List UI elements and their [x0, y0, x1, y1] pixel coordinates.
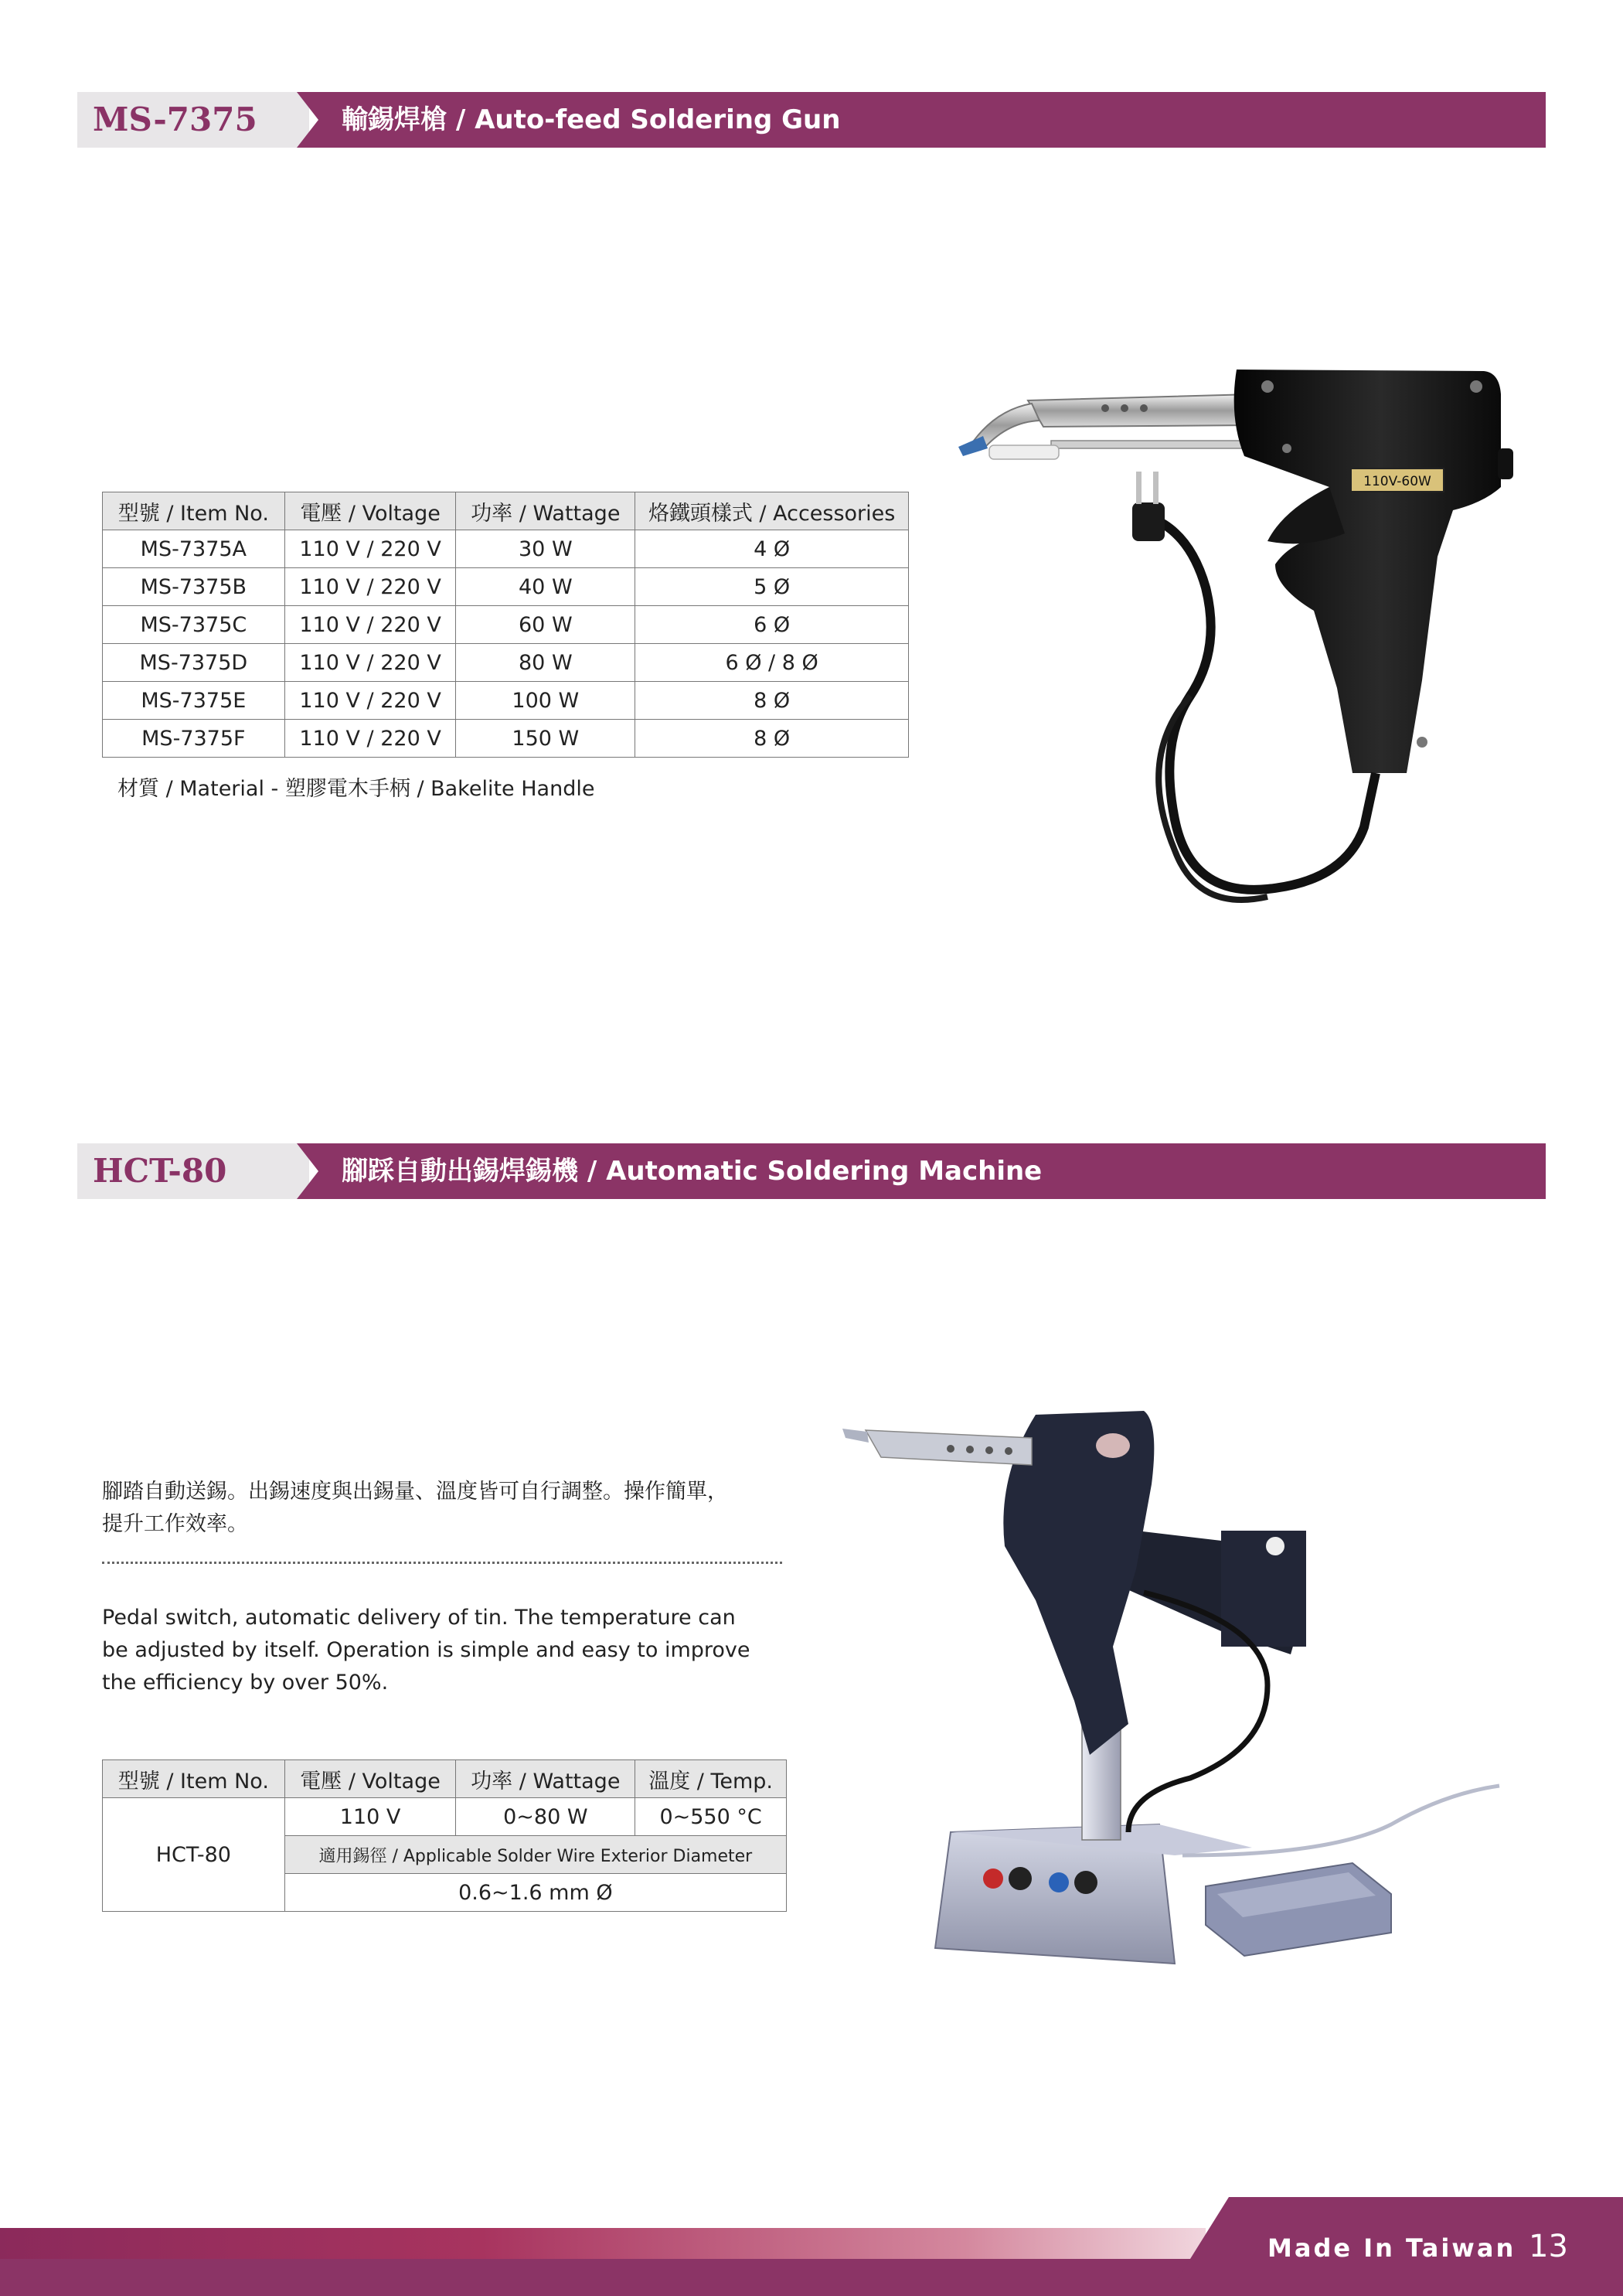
description-en	[102, 1602, 750, 1699]
cell-voltage: 110 V / 220 V	[284, 606, 456, 644]
cell-wattage: 60 W	[456, 606, 635, 644]
cell-solder-wire-header: 適用錫徑 / Applicable Solder Wire Exterior Diameter	[284, 1836, 786, 1874]
cell-wattage: 80 W	[456, 644, 635, 682]
footer-stripe	[0, 2228, 1206, 2259]
cell-wattage: 0~80 W	[456, 1798, 635, 1836]
section-header-hct80	[77, 1143, 1546, 1199]
soldering-machine-image	[835, 1392, 1515, 1995]
cell-wattage: 100 W	[456, 682, 635, 720]
table-header-row	[103, 492, 909, 530]
table-row	[103, 530, 909, 568]
col-wattage: 功率 / Wattage	[456, 1760, 635, 1798]
description-en-line: the efficiency by over 50%.	[102, 1671, 389, 1695]
cell-voltage: 110 V	[284, 1798, 456, 1836]
model-code: MS-7375	[93, 100, 257, 138]
cell-accessories: 6 Ø	[635, 606, 909, 644]
cell-accessories: 6 Ø / 8 Ø	[635, 644, 909, 682]
cell-voltage: 110 V / 220 V	[284, 568, 456, 606]
page-number: 13	[1529, 2229, 1568, 2264]
cell-item-no: MS-7375E	[103, 682, 285, 720]
dotted-divider	[102, 1562, 782, 1564]
spec-table-ms7375	[102, 492, 909, 758]
cell-solder-wire-value: 0.6~1.6 mm Ø	[284, 1874, 786, 1912]
table-row	[103, 720, 909, 758]
cell-item-no: MS-7375B	[103, 568, 285, 606]
table-row	[103, 644, 909, 682]
table-row	[103, 682, 909, 720]
col-item-no: 型號 / Item No.	[103, 492, 285, 530]
col-voltage: 電壓 / Voltage	[284, 492, 456, 530]
spec-table-hct80	[102, 1759, 787, 1912]
material-note: 材質 / Material - 塑膠電木手柄 / Bakelite Handle	[117, 777, 595, 801]
description-en-line: be adjusted by itself. Operation is simple and easy to improve	[102, 1638, 750, 1662]
section-title: 腳踩自動出錫焊錫機 / Automatic Soldering Machine	[342, 1156, 1043, 1187]
col-temp: 溫度 / Temp.	[635, 1760, 787, 1798]
col-item-no: 型號 / Item No.	[103, 1760, 285, 1798]
cell-voltage: 110 V / 220 V	[284, 682, 456, 720]
soldering-gun-image	[943, 356, 1530, 943]
cell-accessories: 8 Ø	[635, 720, 909, 758]
table-row	[103, 606, 909, 644]
cell-voltage: 110 V / 220 V	[284, 720, 456, 758]
cell-item-no: MS-7375F	[103, 720, 285, 758]
table-row	[103, 568, 909, 606]
cell-accessories: 4 Ø	[635, 530, 909, 568]
section-header-ms7375	[77, 92, 1546, 148]
description-zh-line: 提升工作效率。	[102, 1512, 248, 1536]
cell-wattage: 40 W	[456, 568, 635, 606]
description-zh	[102, 1476, 728, 1541]
section-title: 輸錫焊槍 / Auto-feed Soldering Gun	[342, 104, 841, 135]
cell-temp: 0~550 °C	[635, 1798, 787, 1836]
cell-voltage: 110 V / 220 V	[284, 644, 456, 682]
cell-item-no: HCT-80	[103, 1798, 285, 1912]
cell-voltage: 110 V / 220 V	[284, 530, 456, 568]
footer-made-in-taiwan: Made In Taiwan	[1267, 2233, 1516, 2263]
description-en-line: Pedal switch, automatic delivery of tin. The temperature can	[102, 1606, 736, 1630]
col-voltage: 電壓 / Voltage	[284, 1760, 456, 1798]
table-row	[103, 1798, 787, 1836]
wattage-label: 110V-60W	[1363, 474, 1431, 489]
cell-wattage: 150 W	[456, 720, 635, 758]
cell-item-no: MS-7375D	[103, 644, 285, 682]
cell-item-no: MS-7375C	[103, 606, 285, 644]
cell-accessories: 5 Ø	[635, 568, 909, 606]
cell-item-no: MS-7375A	[103, 530, 285, 568]
table-header-row	[103, 1760, 787, 1798]
model-code: HCT-80	[93, 1152, 227, 1190]
description-zh-line: 腳踏自動送錫。出錫速度與出錫量、溫度皆可自行調整。操作簡單，	[102, 1480, 728, 1504]
cell-accessories: 8 Ø	[635, 682, 909, 720]
cell-wattage: 30 W	[456, 530, 635, 568]
col-wattage: 功率 / Wattage	[456, 492, 635, 530]
col-accessories: 烙鐵頭樣式 / Accessories	[635, 492, 909, 530]
